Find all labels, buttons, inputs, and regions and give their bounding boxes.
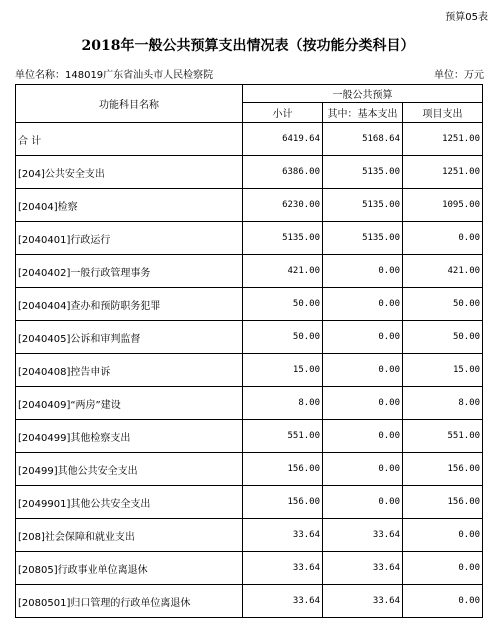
row-project-cell: 8.00	[403, 387, 483, 420]
row-basic-cell: 0.00	[323, 420, 403, 453]
row-subtotal-cell: 6419.64	[243, 123, 323, 156]
currency-unit: 单位：万元	[434, 70, 484, 81]
row-name-cell: [20499]其他公共安全支出	[16, 453, 243, 486]
row-name-cell: [2040402]一般行政管理事务	[16, 255, 243, 288]
row-name-cell: [204]公共安全支出	[16, 156, 243, 189]
row-subtotal-cell: 33.64	[243, 585, 323, 618]
row-name-cell: [2040405]公诉和审判监督	[16, 321, 243, 354]
row-subtotal-cell: 33.64	[243, 552, 323, 585]
row-basic-cell: 5135.00	[323, 189, 403, 222]
row-basic-cell: 5168.64	[323, 123, 403, 156]
row-subtotal-cell: 421.00	[243, 255, 323, 288]
table-row	[16, 585, 483, 618]
row-project-cell: 421.00	[403, 255, 483, 288]
row-project-cell: 0.00	[403, 552, 483, 585]
row-subtotal-cell: 156.00	[243, 486, 323, 519]
row-basic-cell: 33.64	[323, 519, 403, 552]
page-title: 2018年一般公共预算支出情况表（按功能分类科目）	[81, 38, 415, 54]
table-row	[16, 189, 483, 222]
table-row	[16, 519, 483, 552]
table-row	[16, 453, 483, 486]
row-name-cell: [20805]行政事业单位离退休	[16, 552, 243, 585]
row-subtotal-cell: 6386.00	[243, 156, 323, 189]
row-project-cell: 50.00	[403, 321, 483, 354]
form-number: 预算05表	[445, 12, 488, 23]
row-name-cell: [2040499]其他检察支出	[16, 420, 243, 453]
unit-name: 单位名称：148019广东省汕头市人民检察院	[15, 70, 214, 81]
row-basic-cell: 5135.00	[323, 222, 403, 255]
row-name-cell: [208]社会保障和就业支出	[16, 519, 243, 552]
row-subtotal-cell: 15.00	[243, 354, 323, 387]
table-row	[16, 255, 483, 288]
row-name-cell: [2040404]查办和预防职务犯罪	[16, 288, 243, 321]
row-basic-cell: 0.00	[323, 486, 403, 519]
row-subtotal-cell: 33.64	[243, 519, 323, 552]
table-row	[16, 420, 483, 453]
row-subtotal-cell: 50.00	[243, 321, 323, 354]
row-project-cell: 0.00	[403, 222, 483, 255]
row-subtotal-cell: 8.00	[243, 387, 323, 420]
table-row	[16, 321, 483, 354]
table-row	[16, 387, 483, 420]
row-project-cell: 1095.00	[403, 189, 483, 222]
row-name-cell: [2040409]“两房”建设	[16, 387, 243, 420]
row-project-cell: 50.00	[403, 288, 483, 321]
row-project-cell: 0.00	[403, 519, 483, 552]
row-project-cell: 156.00	[403, 453, 483, 486]
table-row	[16, 552, 483, 585]
col-header-name: 功能科目名称	[16, 85, 243, 123]
table-row	[16, 486, 483, 519]
col-header-subtotal: 小计	[243, 103, 323, 123]
table-row	[16, 156, 483, 189]
row-project-cell: 15.00	[403, 354, 483, 387]
row-project-cell: 156.00	[403, 486, 483, 519]
row-project-cell: 551.00	[403, 420, 483, 453]
row-name-cell: [2049901]其他公共安全支出	[16, 486, 243, 519]
row-subtotal-cell: 50.00	[243, 288, 323, 321]
row-project-cell: 1251.00	[403, 156, 483, 189]
row-basic-cell: 0.00	[323, 288, 403, 321]
row-subtotal-cell: 5135.00	[243, 222, 323, 255]
table-row	[16, 288, 483, 321]
row-subtotal-cell: 6230.00	[243, 189, 323, 222]
row-name-cell: [20404]检察	[16, 189, 243, 222]
row-basic-cell: 33.64	[323, 552, 403, 585]
row-project-cell: 0.00	[403, 585, 483, 618]
table-row	[16, 123, 483, 156]
row-project-cell: 1251.00	[403, 123, 483, 156]
table-row	[16, 222, 483, 255]
row-basic-cell: 5135.00	[323, 156, 403, 189]
row-name-cell: [2040408]控告申诉	[16, 354, 243, 387]
row-subtotal-cell: 551.00	[243, 420, 323, 453]
row-basic-cell: 0.00	[323, 453, 403, 486]
row-name-cell: [2080501]归口管理的行政单位离退休	[16, 585, 243, 618]
col-group-header: 一般公共预算	[243, 85, 483, 103]
row-subtotal-cell: 156.00	[243, 453, 323, 486]
row-name-cell: 合 计	[16, 123, 243, 156]
table-row	[16, 354, 483, 387]
col-header-project: 项目支出	[403, 103, 483, 123]
row-basic-cell: 33.64	[323, 585, 403, 618]
row-name-cell: [2040401]行政运行	[16, 222, 243, 255]
budget-table	[15, 84, 483, 618]
row-basic-cell: 0.00	[323, 354, 403, 387]
row-basic-cell: 0.00	[323, 321, 403, 354]
row-basic-cell: 0.00	[323, 387, 403, 420]
col-header-basic: 其中：基本支出	[323, 103, 403, 123]
row-basic-cell: 0.00	[323, 255, 403, 288]
